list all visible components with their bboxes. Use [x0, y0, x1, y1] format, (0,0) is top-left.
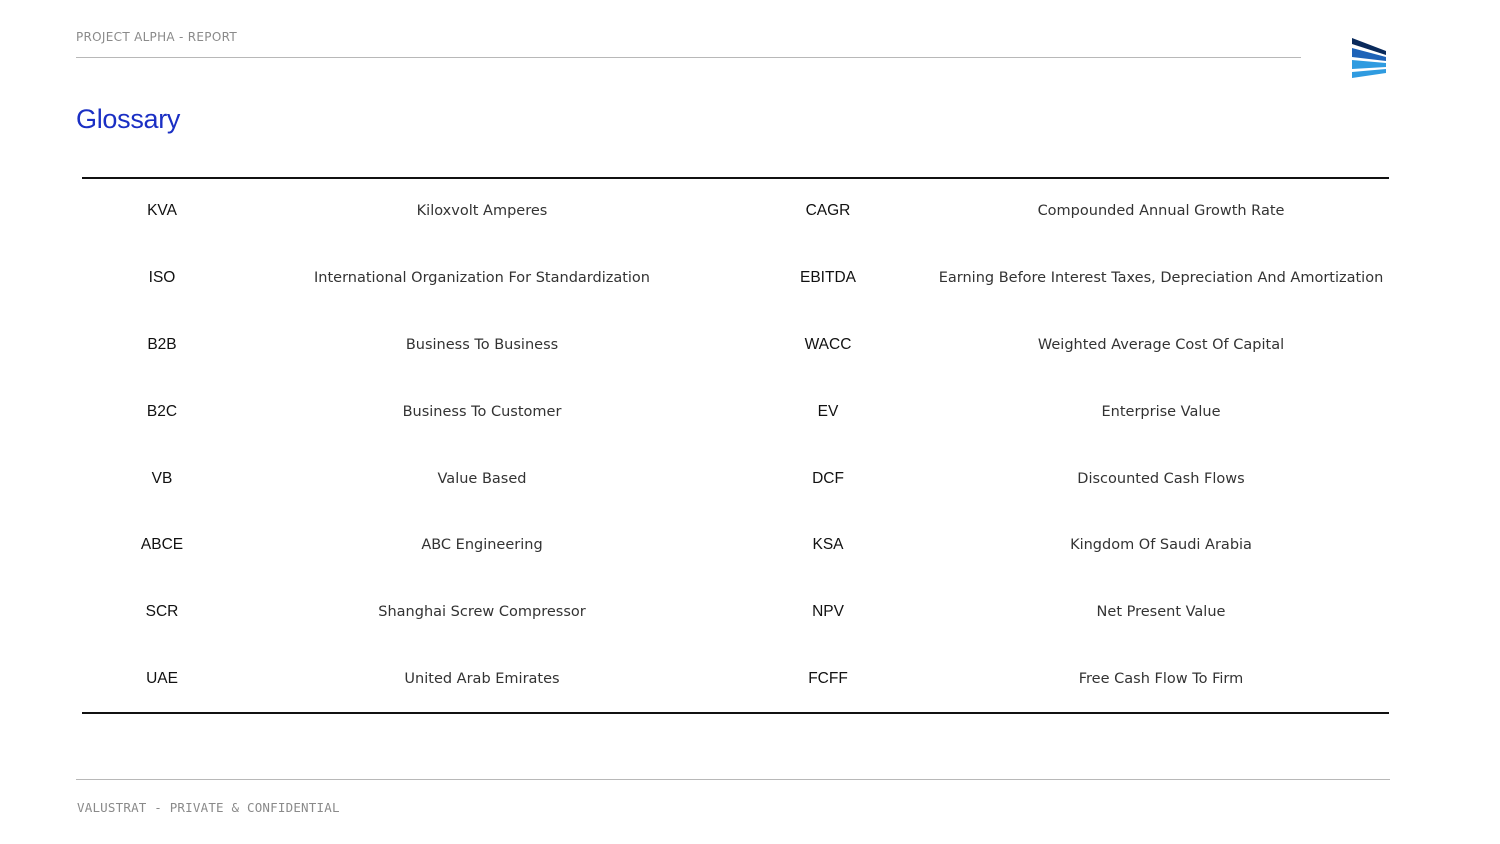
table-row	[82, 513, 1389, 580]
abbreviation-cell: ABCE	[140, 536, 184, 554]
table-row	[82, 313, 1389, 380]
logo-chevron-bottom	[1352, 69, 1386, 78]
definition-cell: Value Based	[437, 470, 527, 487]
abbreviation-cell: EV	[817, 402, 839, 420]
header-label: PROJECT ALPHA - REPORT	[76, 30, 237, 44]
abbreviation-cell: B2B	[147, 335, 177, 353]
definition-cell: Net Present Value	[1096, 604, 1226, 621]
definition-cell: Enterprise Value	[1101, 403, 1221, 420]
page-title: Glossary	[76, 104, 181, 134]
definition-cell: Compounded Annual Growth Rate	[1037, 203, 1285, 219]
chevron-stack-logo-icon	[1350, 36, 1388, 80]
abbreviation-cell: WACC	[804, 335, 852, 353]
abbreviation-cell: CAGR	[805, 202, 851, 219]
abbreviation-cell: VB	[151, 469, 173, 487]
logo-chevron-lower	[1352, 60, 1386, 69]
abbreviation-cell: NPV	[812, 603, 844, 621]
table-row	[82, 580, 1389, 647]
definition-cell: Discounted Cash Flows	[1077, 470, 1245, 487]
abbreviation-cell: SCR	[145, 603, 179, 621]
definition-cell: Earning Before Interest Taxes, Depreciation And Amortization	[938, 269, 1384, 286]
footer-label: VALUSTRAT - PRIVATE & CONFIDENTIAL	[77, 800, 340, 815]
abbreviation-cell: B2C	[146, 402, 178, 420]
definition-cell: Free Cash Flow To Firm	[1078, 671, 1244, 688]
header-divider	[76, 57, 1301, 58]
definition-cell: Weighted Average Cost Of Capital	[1037, 336, 1285, 353]
table-row	[82, 246, 1389, 313]
abbreviation-cell: EBITDA	[800, 268, 856, 286]
table-row	[82, 179, 1389, 246]
definition-cell: Business To Customer	[402, 403, 562, 420]
definition-cell: Business To Business	[405, 336, 559, 353]
table-row	[82, 380, 1389, 447]
abbreviation-cell: DCF	[812, 469, 844, 487]
definition-cell: Kingdom Of Saudi Arabia	[1070, 537, 1252, 554]
abbreviation-cell: KSA	[812, 536, 844, 554]
footer-divider	[76, 779, 1390, 780]
abbreviation-cell: KVA	[147, 202, 177, 219]
abbreviation-cell: ISO	[148, 268, 176, 286]
glossary-table	[82, 179, 1389, 714]
definition-cell: International Organization For Standardization	[314, 269, 650, 286]
definition-cell: Shanghai Screw Compressor	[378, 604, 586, 621]
abbreviation-cell: FCFF	[808, 670, 848, 688]
definition-cell: Kiloxvolt Amperes	[416, 203, 548, 219]
table-row	[82, 647, 1389, 714]
definition-cell: United Arab Emirates	[404, 671, 560, 688]
definition-cell: ABC Engineering	[421, 537, 543, 554]
abbreviation-cell: UAE	[146, 670, 178, 688]
table-bottom-rule	[82, 712, 1389, 714]
table-row	[82, 447, 1389, 514]
